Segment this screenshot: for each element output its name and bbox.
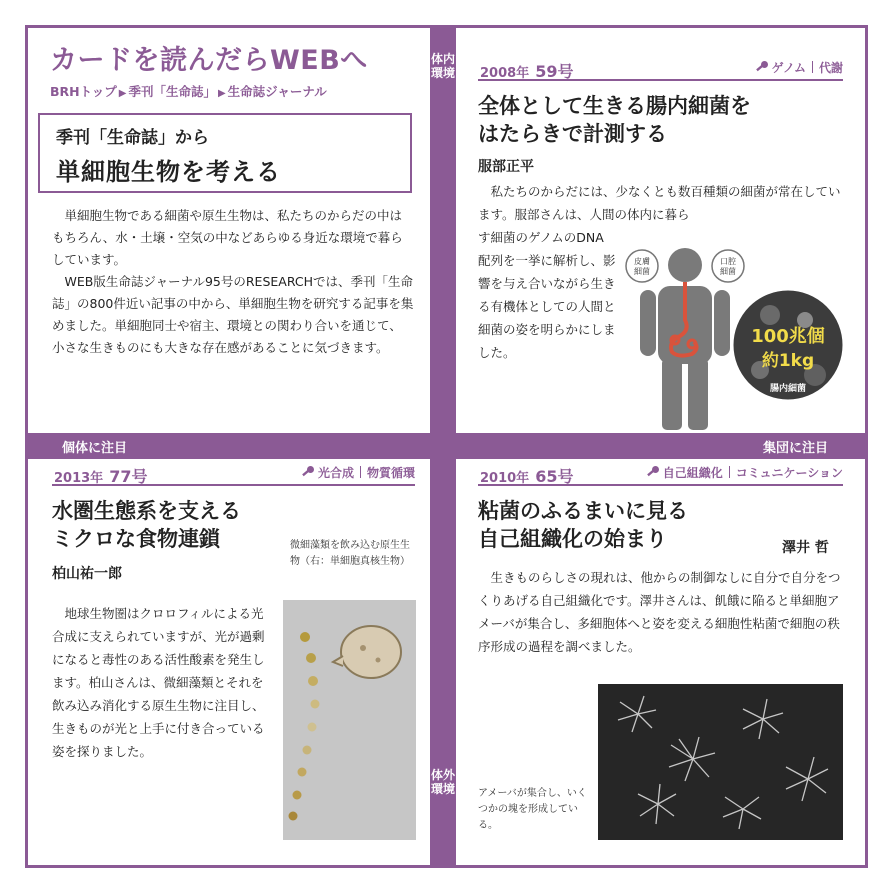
- breadcrumb: [50, 82, 327, 100]
- breadcrumb-item[interactable]: 季刊「生命誌」: [128, 84, 216, 99]
- article-number: 59号: [535, 62, 574, 81]
- breadcrumb-item[interactable]: BRHトップ: [50, 84, 117, 99]
- figure-caption: 微細藻類を飲み込む原生生物（右：単細胞真核生物）: [290, 540, 410, 567]
- article-header: [52, 460, 415, 486]
- intro-paragraph: WEB版生命誌ジャーナル95号のRESEARCHでは、季刊「生命誌」の800件近い記事の中から、単細胞生物を研究する記事を集めました。単細胞同士や宿主、環境との関わり合いを通じて、小さな生きものにも大きな存在感があることに気づきます。: [52, 274, 414, 355]
- figure-caption: アメーバが集合し、いくつかの塊を形成している。: [478, 788, 587, 831]
- article-title-line2: 自己組織化の始まり: [478, 527, 667, 551]
- article-tag[interactable]: 代謝: [818, 61, 843, 75]
- label-individual-focus: 個体に注目: [62, 441, 128, 456]
- article-tag[interactable]: 光合成: [317, 466, 354, 480]
- horizontal-divider: [25, 433, 868, 459]
- article-year: 2010年: [480, 471, 530, 486]
- breadcrumb-item[interactable]: 生命誌ジャーナル: [227, 84, 327, 99]
- svg-text:腸内細菌: 腸内細菌: [769, 384, 807, 394]
- article-title: [478, 497, 688, 553]
- human-body-illustration: [620, 240, 845, 430]
- micrograph-algae-protist: [283, 600, 416, 840]
- article-title-line2: はたらきで計測する: [478, 122, 667, 146]
- svg-text:皮膚: 皮膚: [634, 257, 650, 266]
- micrograph-slime-mold: [598, 684, 843, 840]
- article-text: 生きものらしさの現れは、他からの制御なしに自分で自分をつくりあげる自己組織化です。澤井さんは、飢餓に陥ると単細胞アメーバが集合し、多細胞体へと姿を変える細胞性粘菌で細胞の秩序形成の過程を調べました。: [478, 570, 841, 654]
- label-group-focus: 集団に注目: [763, 441, 829, 456]
- article-tag[interactable]: 物質循環: [366, 466, 415, 480]
- intro-heading-box: [38, 113, 412, 193]
- article-title-line2: ミクロな食物連鎖: [52, 527, 220, 551]
- label-outside-body: 体外環境: [430, 768, 455, 796]
- article-header: [478, 55, 843, 81]
- label-inside-body: 体内環境: [430, 52, 455, 80]
- article-author: 澤井 哲: [782, 540, 829, 556]
- article-number: 77号: [109, 467, 148, 486]
- article-tag[interactable]: コミュニケーション: [735, 466, 843, 480]
- article-text-part1: 私たちのからだには、少なくとも数百種類の細菌が常在しています。服部さんは、人間の体内に暮ら: [478, 184, 841, 222]
- key-icon: [301, 465, 315, 479]
- svg-text:口腔: 口腔: [720, 257, 736, 266]
- article-title-line1: 粘菌のふるまいに見る: [478, 499, 688, 523]
- intro-title: カードを読んだらWEBへ: [50, 45, 368, 76]
- intro-heading-line1: 季刊「生命誌」から: [56, 128, 209, 148]
- key-icon: [755, 60, 769, 74]
- svg-text:細菌: 細菌: [720, 267, 736, 276]
- svg-text:約1kg: 約1kg: [761, 351, 815, 371]
- article-header: [478, 460, 843, 486]
- article-tag[interactable]: ゲノム: [771, 61, 806, 75]
- intro-body: [52, 205, 414, 359]
- article-title: [52, 497, 241, 553]
- article-year: 2013年: [54, 471, 104, 486]
- article-title-line1: 全体として生きる腸内細菌を: [478, 94, 751, 118]
- article-number: 65号: [535, 467, 574, 486]
- svg-text:細菌: 細菌: [634, 267, 650, 276]
- triangle-right-icon: ▶: [217, 88, 226, 99]
- intro-heading-line2: 単細胞生物を考える: [56, 158, 281, 186]
- triangle-right-icon: ▶: [118, 88, 127, 99]
- article-title-line1: 水圏生態系を支える: [52, 499, 241, 523]
- article-author: 柏山祐一郎: [52, 566, 122, 582]
- article-author: 服部正平: [478, 159, 534, 175]
- article-title: [478, 92, 751, 148]
- article-text: 地球生物圏はクロロフィルによる光合成に支えられていますが、光が過剰になると毒性のある活性酸素を発生します。柏山さんは、微細藻類とそれを飲み込み消化する原生生物に注目し、生きものが光と上手に付き合っている姿を探りました。: [52, 606, 265, 759]
- article-text-part2: す細菌のゲノムのDNA配列を一挙に解析し、影響を与え合いながら生きる有機体としての人間と細菌の姿を明らかにしました。: [478, 230, 616, 360]
- intro-paragraph: 単細胞生物である細菌や原生生物は、私たちのからだの中はもちろん、水・土壌・空気の中などあらゆる身近な環境で暮らしています。: [52, 208, 403, 267]
- key-icon: [646, 465, 660, 479]
- article-tag[interactable]: 自己組織化: [662, 466, 723, 480]
- article-year: 2008年: [480, 66, 530, 81]
- svg-text:100兆個: 100兆個: [751, 326, 825, 347]
